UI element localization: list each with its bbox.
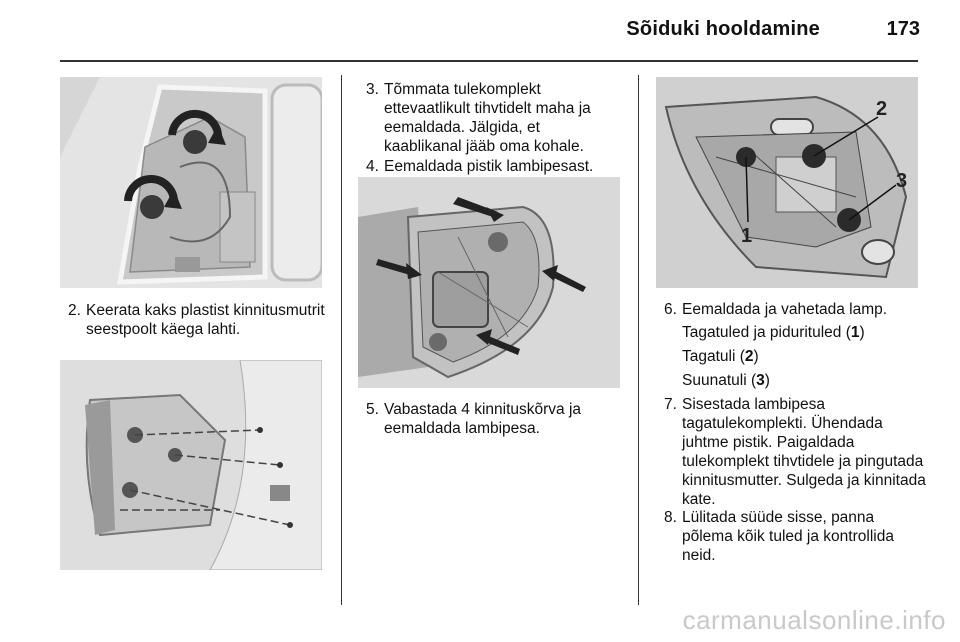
figure-pull-assembly [60, 360, 322, 570]
step-number: 3. [366, 81, 379, 98]
step-text: Tõmmata tulekomplekt ettevaatlikult tihvtidelt maha ja eemaldada. Jälgida, et kaablikanal jääb oma kohale. [384, 81, 591, 155]
lamp-item-2: Tagatuli (2) [682, 348, 759, 365]
step-number: 6. [664, 301, 677, 318]
callout-2: 2 [876, 98, 888, 120]
page-number: 173 [886, 18, 920, 40]
step-number: 8. [664, 509, 677, 526]
callout-3: 3 [896, 170, 908, 192]
step-6 [664, 300, 926, 319]
step-text: Lülitada süüde sisse, panna põlema kõik tuled ja kontrollida neid. [682, 509, 894, 564]
step-5 [366, 400, 621, 438]
callout-1: 1 [741, 225, 753, 247]
step-text: Vabastada 4 kinnituskõrva ja eemaldada lambipesa. [384, 401, 582, 437]
step-text: Eemaldada ja vahetada lamp. [682, 301, 888, 318]
step-3 [366, 80, 621, 156]
figure-unscrew-nuts [60, 77, 322, 288]
watermark: carmanualsonline.info [682, 605, 946, 635]
step-number: 2. [68, 302, 81, 319]
step-8 [664, 508, 926, 565]
column-divider [638, 75, 639, 605]
step-text: Sisestada lambipesa tagatulekomplekti. Ühendada juhtme pistik. Paigaldada tulekomplekt tihvtidele ja pingutada kinnitusmutter. Sulgeda ja kinnitada kate. [682, 396, 926, 508]
column-divider [341, 75, 342, 605]
step-number: 4. [366, 158, 379, 175]
step-number: 5. [366, 401, 379, 418]
step-number: 7. [664, 396, 677, 413]
step-4 [366, 157, 621, 176]
header-rule [60, 60, 918, 62]
step-7 [664, 395, 926, 509]
step-text: Keerata kaks plastist kinnitusmutrit seestpoolt käega lahti. [86, 302, 325, 338]
step-text: Eemaldada pistik lambipesast. [384, 158, 594, 175]
lamp-item-3: Suunatuli (3) [682, 372, 770, 389]
page-header-title: Sõiduki hooldamine [626, 18, 820, 40]
step-2 [68, 301, 330, 339]
figure-bulb-positions [656, 77, 918, 288]
figure-lamp-socket-clips [358, 177, 620, 388]
lamp-item-1: Tagatuled ja pidurituled (1) [682, 324, 865, 341]
